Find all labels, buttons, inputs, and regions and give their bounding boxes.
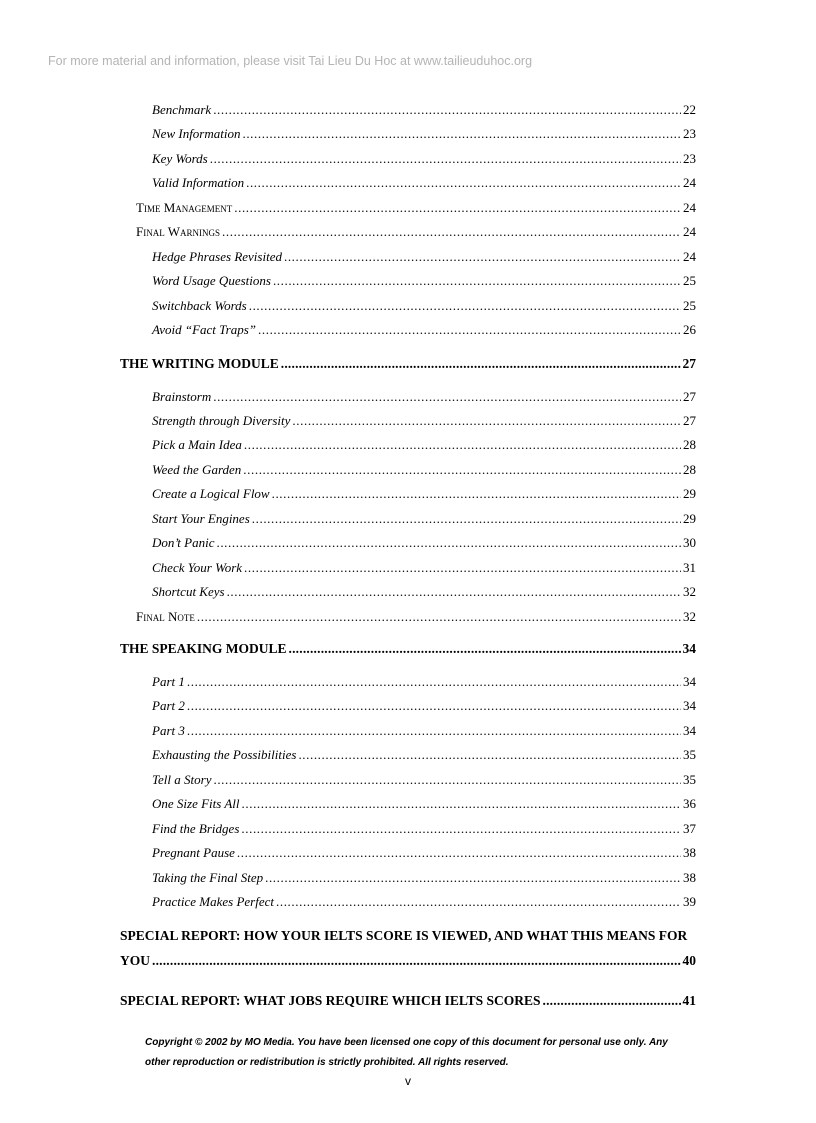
toc-leader-dots: [281, 356, 681, 372]
toc-leader-dots: [242, 796, 681, 812]
toc-entry-label: Switchback Words: [152, 298, 247, 313]
toc-subsection-entry[interactable]: [152, 870, 696, 886]
toc-subsection-entry[interactable]: [152, 175, 696, 191]
toc-leader-dots: [241, 821, 681, 837]
toc-entry-page: 39: [683, 894, 696, 909]
toc-leader-dots: [244, 560, 681, 576]
toc-leader-dots: [292, 413, 681, 429]
toc-leader-dots: [187, 698, 681, 714]
toc-subsection-entry[interactable]: [152, 486, 696, 502]
toc-subsection-entry[interactable]: [152, 535, 696, 551]
toc-leader-dots: [242, 126, 681, 142]
toc-entry-label: Strength through Diversity: [152, 413, 291, 428]
toc-entry-label: THE WRITING MODULE: [120, 356, 279, 371]
toc-leader-dots: [244, 437, 681, 453]
toc-entry-page: 37: [683, 821, 696, 836]
toc-subsection-entry[interactable]: [152, 723, 696, 739]
toc-subsection-entry[interactable]: [152, 102, 696, 118]
toc-entry-label: Weed the Garden: [152, 462, 242, 477]
toc-section-entry[interactable]: [136, 609, 696, 625]
toc-entry-page: 38: [683, 870, 696, 885]
toc-module-entry[interactable]: [120, 641, 696, 657]
toc-entry-page: 35: [683, 772, 696, 787]
toc-entry-page: 32: [683, 609, 696, 624]
toc-entry-page: 30: [683, 535, 696, 550]
toc-heading-line: SPECIAL REPORT: HOW YOUR IELTS SCORE IS VIEWED, AND WHAT THIS MEANS FOR: [120, 928, 688, 943]
toc-subsection-entry[interactable]: [152, 821, 696, 837]
toc-module-entry[interactable]: [120, 953, 696, 969]
toc-entry-label: Brainstorm: [152, 389, 212, 404]
toc-leader-dots: [258, 322, 681, 338]
toc-leader-dots: [273, 273, 681, 289]
toc-subsection-entry[interactable]: [152, 747, 696, 763]
toc-subsection-entry[interactable]: [152, 126, 696, 142]
toc-subsection-entry[interactable]: [152, 322, 696, 338]
toc-subsection-entry[interactable]: [152, 298, 696, 314]
toc-entry-page: 22: [683, 102, 696, 117]
toc-entry-label: Valid Information: [152, 175, 245, 190]
toc-leader-dots: [276, 894, 681, 910]
toc-leader-dots: [284, 249, 681, 265]
toc-entry-label: Benchmark: [152, 102, 212, 117]
toc-entry-page: 34: [683, 674, 696, 689]
toc-entry-page: 34: [683, 698, 696, 713]
toc-entry-label: YOU: [120, 953, 150, 968]
toc-entry-page: 36: [683, 796, 696, 811]
toc-entry-page: 28: [683, 462, 696, 477]
toc-entry-label: Key Words: [152, 151, 208, 166]
copyright-line-1: Copyright © 2002 by MO Media. You have been licensed one copy of this document for personal use only. Any: [145, 1037, 668, 1048]
toc-entry-page: 27: [682, 356, 696, 371]
toc-entry-label: SPECIAL REPORT: WHAT JOBS REQUIRE WHICH IELTS SCORES: [120, 993, 541, 1008]
toc-subsection-entry[interactable]: [152, 698, 696, 714]
toc-entry-page: 34: [682, 641, 696, 656]
toc-entry-page: 24: [683, 224, 696, 239]
toc-entry-page: 24: [683, 249, 696, 264]
toc-entry-page: 28: [683, 437, 696, 452]
toc-entry-page: 23: [683, 126, 696, 141]
toc-subsection-entry[interactable]: [152, 151, 696, 167]
toc-leader-dots: [213, 389, 681, 405]
toc-subsection-entry[interactable]: [152, 389, 696, 405]
toc-subsection-entry[interactable]: [152, 674, 696, 690]
page-number: v: [405, 1074, 411, 1088]
toc-entry-page: 27: [683, 413, 696, 428]
toc-entry-label: Time Management: [136, 200, 233, 215]
toc-subsection-entry[interactable]: [152, 249, 696, 265]
toc-subsection-entry[interactable]: [152, 894, 696, 910]
toc-section-entry[interactable]: [136, 224, 696, 240]
toc-leader-dots: [249, 298, 681, 314]
toc-subsection-entry[interactable]: [152, 560, 696, 576]
toc-entry-label: Shortcut Keys: [152, 584, 225, 599]
toc-entry-page: 31: [683, 560, 696, 575]
toc-entry-page: 27: [683, 389, 696, 404]
toc-entry-page: 40: [682, 953, 696, 968]
toc-leader-dots: [252, 511, 681, 527]
toc-entry-label: Tell a Story: [152, 772, 212, 787]
toc-entry-page: 35: [683, 747, 696, 762]
toc-leader-dots: [265, 870, 681, 886]
toc-entry-label: New Information: [152, 126, 241, 141]
toc-subsection-entry[interactable]: [152, 796, 696, 812]
toc-entry-label: Part 1: [152, 674, 185, 689]
toc-subsection-entry[interactable]: [152, 772, 696, 788]
toc-leader-dots: [234, 200, 681, 216]
toc-subsection-entry[interactable]: [152, 413, 696, 429]
toc-leader-dots: [272, 486, 681, 502]
toc-entry-page: 41: [682, 993, 696, 1008]
toc-leader-dots: [152, 953, 681, 969]
toc-entry-page: 32: [683, 584, 696, 599]
toc-section-entry[interactable]: [136, 200, 696, 216]
watermark-text: For more material and information, please visit Tai Lieu Du Hoc at www.tailieuduhoc.org: [48, 54, 533, 68]
toc-subsection-entry[interactable]: [152, 462, 696, 478]
toc-entry-label: Exhausting the Possibilities: [152, 747, 297, 762]
toc-leader-dots: [289, 641, 681, 657]
toc-entry-label: Part 3: [152, 723, 185, 738]
toc-entry-label: Final Warnings: [136, 224, 221, 239]
toc-entry-label: Word Usage Questions: [152, 273, 271, 288]
copyright-notice: [145, 1033, 725, 1073]
toc-entry-label: Check Your Work: [152, 560, 243, 575]
toc-leader-dots: [197, 609, 681, 625]
toc-entry-page: 25: [683, 298, 696, 313]
toc-entry-label: Hedge Phrases Revisited: [152, 249, 282, 264]
toc-leader-dots: [246, 175, 681, 191]
toc-leader-dots: [210, 151, 681, 167]
toc-entry-label: Create a Logical Flow: [152, 486, 270, 501]
toc-entry-page: 24: [683, 200, 696, 215]
toc-subsection-entry[interactable]: [152, 845, 696, 861]
toc-entry-label: Practice Makes Perfect: [152, 894, 274, 909]
toc-entry-page: 26: [683, 322, 696, 337]
toc-leader-dots: [213, 102, 681, 118]
toc-leader-dots: [213, 772, 681, 788]
toc-entry-page: 24: [683, 175, 696, 190]
toc-entry-label: Start Your Engines: [152, 511, 250, 526]
copyright-line-2: other reproduction or redistribution is strictly prohibited. All rights reserved.: [145, 1057, 509, 1068]
toc-leader-dots: [298, 747, 681, 763]
toc-entry-label: Final Note: [136, 609, 195, 624]
toc-leader-dots: [222, 224, 681, 240]
toc-leader-dots: [187, 723, 681, 739]
toc-entry-page: 34: [683, 723, 696, 738]
toc-entry-page: 23: [683, 151, 696, 166]
toc-leader-dots: [187, 674, 681, 690]
toc-subsection-entry[interactable]: [152, 437, 696, 453]
toc-entry-label: Pregnant Pause: [152, 845, 235, 860]
toc-entry-label: THE SPEAKING MODULE: [120, 641, 287, 656]
toc-module-entry[interactable]: [120, 356, 696, 372]
toc-entry-label: Pick a Main Idea: [152, 437, 242, 452]
toc-entry-label: Find the Bridges: [152, 821, 240, 836]
toc-subsection-entry[interactable]: [152, 584, 696, 600]
toc-entry-label: Don’t Panic: [152, 535, 215, 550]
toc-leader-dots: [243, 462, 681, 478]
toc-leader-dots: [216, 535, 681, 551]
toc-subsection-entry[interactable]: [152, 273, 696, 289]
toc-entry-page: 29: [683, 511, 696, 526]
toc-entry-page: 29: [683, 486, 696, 501]
toc-leader-dots: [543, 993, 681, 1009]
toc-entry-label: Part 2: [152, 698, 185, 713]
toc-entry-label: One Size Fits All: [152, 796, 240, 811]
toc-entry-label: Avoid “Fact Traps”: [152, 322, 257, 337]
toc-leader-dots: [237, 845, 681, 861]
toc-entry-page: 25: [683, 273, 696, 288]
toc-module-entry[interactable]: [120, 993, 696, 1009]
toc-entry-page: 38: [683, 845, 696, 860]
toc-entry-label: Taking the Final Step: [152, 870, 264, 885]
toc-leader-dots: [227, 584, 681, 600]
toc-subsection-entry[interactable]: [152, 511, 696, 527]
